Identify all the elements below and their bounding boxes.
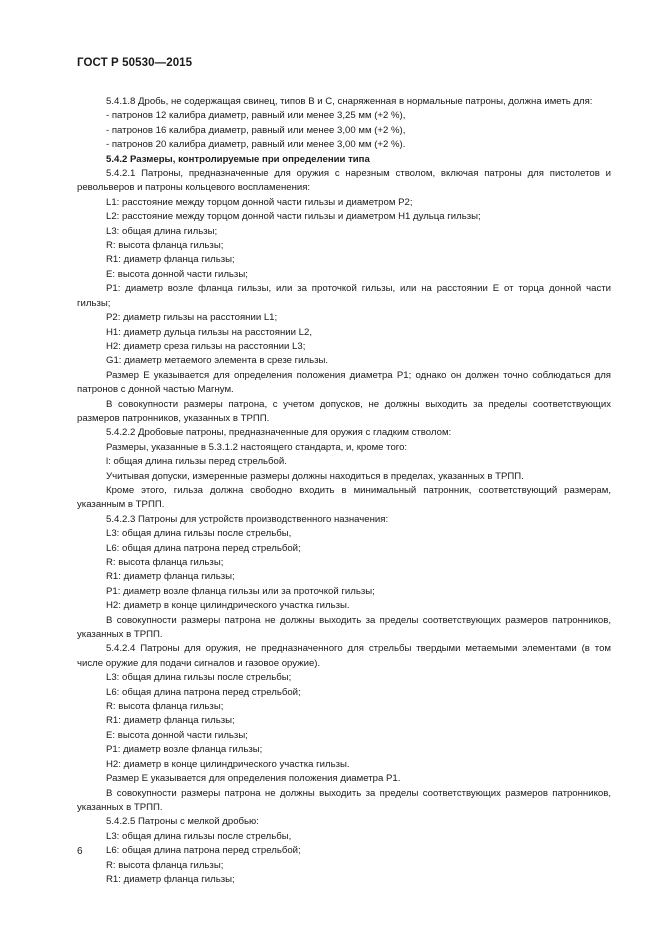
paragraph: P1: диаметр возле фланца гильзы; (106, 744, 263, 756)
paragraph: Учитывая допуски, измеренные размеры должны находиться в пределах, указанных в ТРПП. (106, 470, 524, 482)
paragraph: R: высота фланца гильзы; (106, 240, 224, 252)
paragraph: E: высота донной части гильзы; (106, 268, 248, 280)
paragraph: L6: общая длина патрона перед стрельбой; (106, 542, 301, 554)
paragraph: P1: диаметр возле фланца гильзы или за проточкой гильзы; (106, 585, 375, 597)
paragraph: H2: диаметр в конце цилиндрического участка гильзы. (106, 600, 350, 612)
paragraph: L6: общая длина патрона перед стрельбой; (106, 686, 301, 698)
paragraph: Размеры, указанные в 5.3.1.2 настоящего стандарта, и, кроме того: (106, 441, 408, 453)
paragraph: 5.4.2.5 Патроны с мелкой дробью: (106, 816, 259, 828)
paragraph: R: высота фланца гильзы; (106, 859, 224, 871)
paragraph: P2: диаметр гильзы на расстоянии L1; (106, 312, 278, 324)
paragraph: 5.4.2.1 Патроны, предназначенные для оружия с нарезным стволом, включая патроны для пистолетов и револьверов и патроны кольцевого воспламенения: (77, 168, 611, 194)
paragraph: R: высота фланца гильзы; (106, 557, 224, 568)
paragraph: L1: расстояние между торцом донной части гильзы и диаметром P2; (106, 196, 413, 208)
paragraph: 5.4.2.3 Патроны для устройств производственного назначения: (106, 513, 389, 525)
paragraph: G1: диаметр метаемого элемента в срезе гильзы. (106, 355, 329, 367)
paragraph: L3: общая длина гильзы; (106, 225, 218, 237)
paragraph: 5.4.1.8 Дробь, не содержащая свинец, типов B и C, снаряженная в нормальные патроны, должна иметь для: (106, 96, 593, 107)
paragraph: Кроме этого, гильза должна свободно входить в минимальный патронник, соответствующий размерам, указанным в ТРПП. (77, 484, 611, 511)
paragraph: E: высота донной части гильзы; (106, 729, 248, 741)
paragraph: - патронов 16 калибра диаметр, равный или менее 3,00 мм (+2 %), (106, 124, 406, 136)
paragraph: R1: диаметр фланца гильзы; (106, 715, 235, 727)
document-header: ГОСТ Р 50530—2015 (77, 57, 193, 69)
paragraph: В совокупности размеры патрона не должны выходить за пределы соответствующих размеров патронников, указанных в ТРПП. (77, 787, 611, 813)
paragraph: R: высота фланца гильзы; (106, 701, 224, 713)
paragraph: L6: общая длина патрона перед стрельбой; (106, 845, 301, 857)
paragraph: В совокупности размеры патрона не должны выходить за пределы соответствующих размеров патронников, указанных в ТРПП. (77, 614, 611, 641)
paragraph: В совокупности размеры патрона, с учетом допусков, не должны выходить за пределы соответствующих размеров патронников, указанных в ТРПП. (77, 398, 611, 424)
paragraph: R1: диаметр фланца гильзы; (106, 571, 235, 583)
page-number: 6 (77, 846, 83, 857)
paragraph: L3: общая длина гильзы после стрельбы, (106, 830, 292, 842)
paragraph: Размер E указывается для определения положения диаметра P1. (106, 773, 401, 785)
document-body (77, 95, 611, 887)
paragraph: R1: диаметр фланца гильзы; (106, 254, 235, 266)
paragraph: 5.4.2.2 Дробовые патроны, предназначенные для оружия с гладким стволом: (106, 427, 452, 439)
paragraph: L3: общая длина гильзы после стрельбы, (106, 528, 292, 540)
paragraph: l: общая длина гильзы перед стрельбой. (106, 456, 287, 468)
paragraph: R1: диаметр фланца гильзы; (106, 873, 235, 885)
paragraph: H2: диаметр в конце цилиндрического участка гильзы. (106, 758, 350, 770)
paragraph: H1: диаметр дульца гильзы на расстоянии L2, (106, 326, 312, 338)
paragraph: H2: диаметр среза гильзы на расстоянии L3; (106, 340, 306, 352)
paragraph: - патронов 12 калибра диаметр, равный или менее 3,25 мм (+2 %), (106, 110, 406, 122)
paragraph: 5.4.2 Размеры, контролируемые при определении типа (106, 153, 370, 165)
paragraph: Размер E указывается для определения положения диаметра P1; однако он должен точно соблюдаться для патронов с донной частью Магнум. (77, 369, 611, 396)
paragraph: 5.4.2.4 Патроны для оружия, не предназначенного для стрельбы твердыми метаемыми элементами (в том числе оружие для подачи сигналов и газовое оружие). (77, 643, 611, 669)
paragraph: L2: расстояние между торцом донной части гильзы и диаметром H1 дульца гильзы; (106, 211, 481, 223)
paragraph: L3: общая длина гильзы после стрельбы; (106, 672, 292, 684)
paragraph: P1: диаметр возле фланца гильзы, или за проточкой гильзы, или на расстоянии E от торца донной части гильзы; (77, 283, 611, 309)
paragraph: - патронов 20 калибра диаметр, равный или менее 3,00 мм (+2 %). (106, 139, 406, 151)
